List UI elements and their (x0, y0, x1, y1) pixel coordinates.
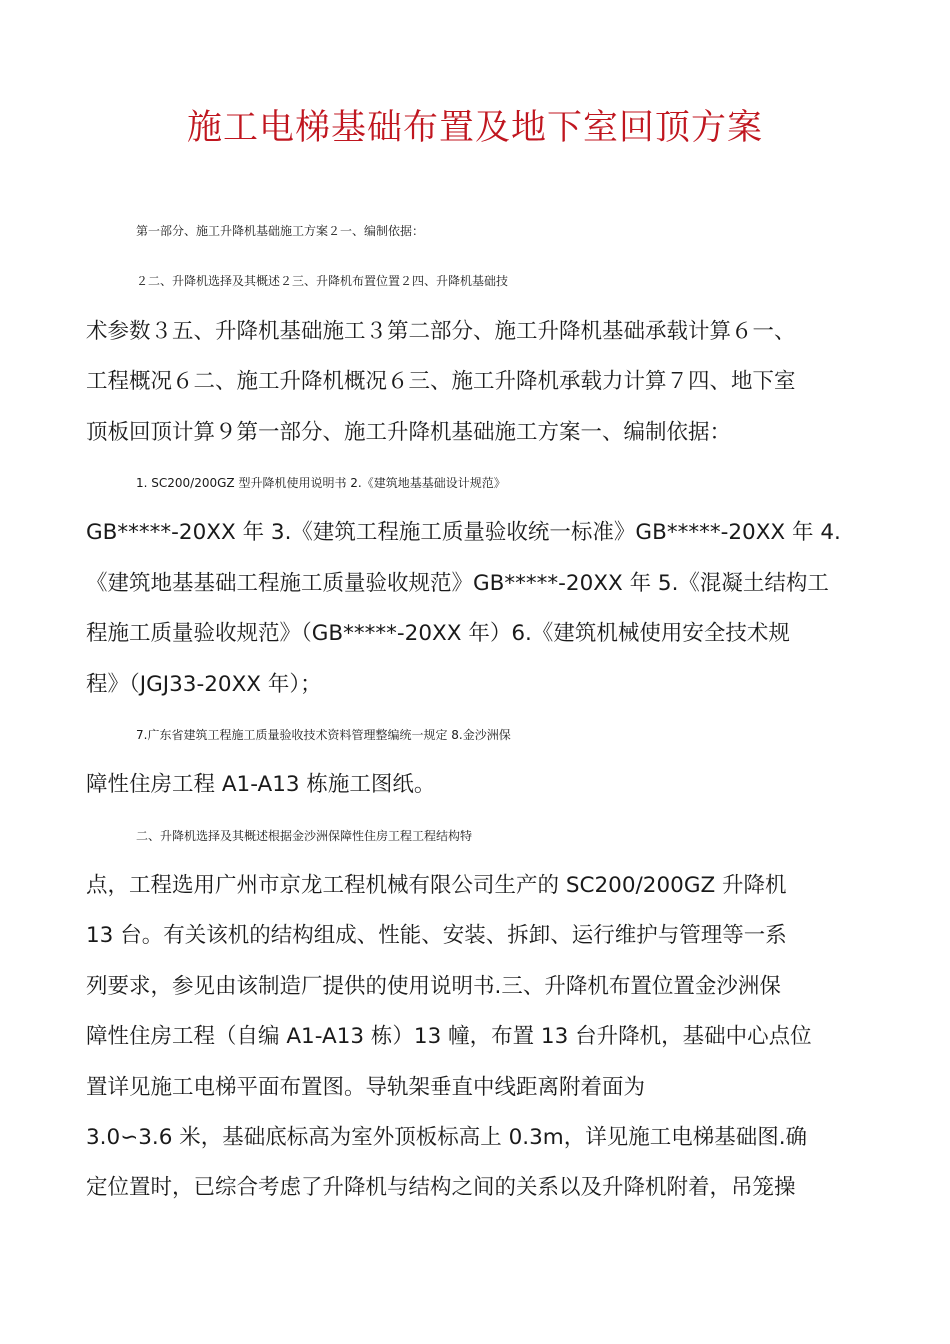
text-line: 3.0∽3.6 米，基础底标高为室外顶板标高上 0.3m，详见施工电梯基础图.确 (86, 1125, 808, 1151)
document-title: 施工电梯基础布置及地下室回顶方案 (186, 108, 763, 148)
text-line: 《建筑地基基础工程施工质量验收规范》GB*****-20XX 年 5.《混凝土结构工 (86, 570, 829, 596)
text-line: 障性住房工程（自编 A1-A13 栋）13 幢，布置 13 台升降机，基础中心点位 (86, 1024, 812, 1050)
text-line: 顶板回顶计算９第一部分、施工升降机基础施工方案一、编制依据： (86, 419, 732, 445)
text-line: 7.广东省建筑工程施工质量验收技术资料管理整编统一规定 8.金沙洲保 (136, 727, 511, 742)
text-line: 13 台。有关该机的结构组成、性能、安装、拆卸、运行维护与管理等一系 (86, 923, 787, 949)
text-line: 工程概况６二、施工升降机概况６三、施工升降机承载力计算７四、地下室 (86, 369, 796, 395)
text-line: 障性住房工程 A1-A13 栋施工图纸。 (86, 772, 436, 798)
text-line: 程施工质量验收规范》（GB*****-20XX 年）6.《建筑机械使用安全技术规 (86, 621, 790, 647)
text-line: 程》（JGJ33-20XX 年）； (86, 671, 322, 697)
text-line: 列要求，参见由该制造厂提供的使用说明书.三、升降机布置位置金沙洲保 (86, 973, 781, 999)
text-line: 术参数３五、升降机基础施工３第二部分、施工升降机基础承载计算６一、 (86, 318, 796, 344)
document-body (86, 206, 866, 1214)
text-line: 第一部分、施工升降机基础施工方案２一、编制依据： (136, 224, 425, 238)
text-line: 1. SC200/200GZ 型升降机使用说明书 2.《建筑地基基础设计规范》 (136, 475, 506, 490)
text-line: ２二、升降机选择及其概述２三、升降机布置位置２四、升降机基础技 (136, 274, 509, 289)
text-line: 点，工程选用广州市京龙工程机械有限公司生产的 SC200/200GZ 升降机 (86, 873, 787, 899)
text-line: GB*****-20XX 年 3.《建筑工程施工质量验收统一标准》GB*****-20XX 年 4. (86, 520, 841, 546)
text-line: 置详见施工电梯平面布置图。导轨架垂直中线距离附着面为 (86, 1074, 646, 1100)
text-line: 二、升降机选择及其概述根据金沙洲保障性住房工程工程结构特 (136, 828, 473, 843)
text-line: 定位置时，已综合考虑了升降机与结构之间的关系以及升降机附着，吊笼操 (86, 1175, 796, 1201)
